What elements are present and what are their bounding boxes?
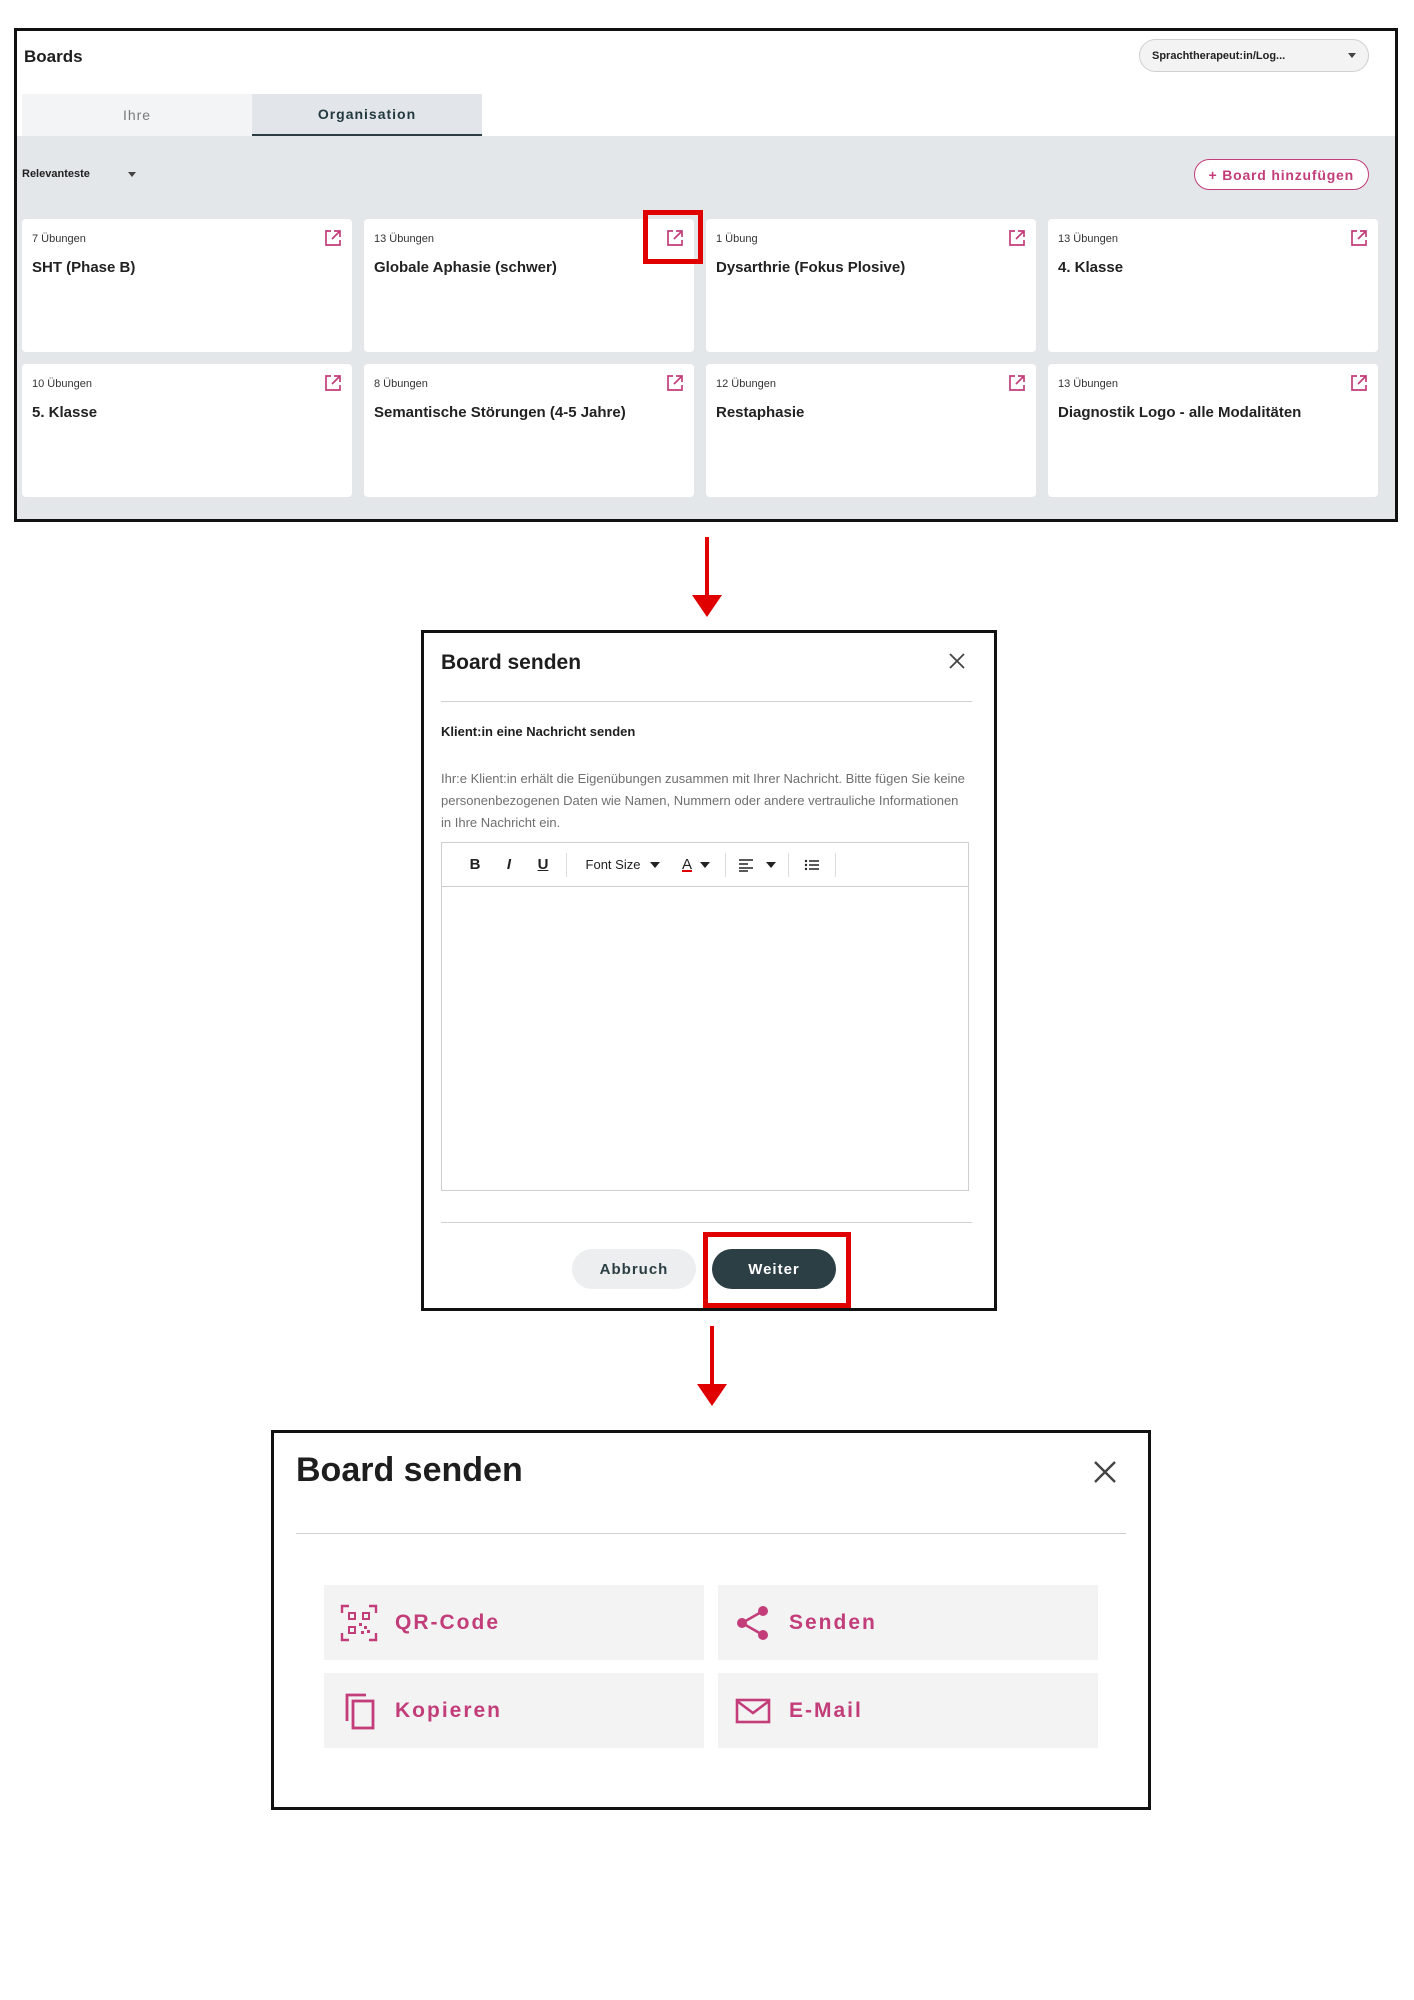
open-external-icon[interactable] <box>1350 229 1368 247</box>
toolbar-divider <box>788 853 789 877</box>
send-board-dialog <box>421 630 997 1311</box>
open-external-icon[interactable] <box>324 374 342 392</box>
sort-label: Relevanteste <box>22 168 90 180</box>
message-editor <box>441 842 969 1191</box>
board-title: 4. Klasse <box>1058 259 1124 276</box>
highlight-box <box>703 1232 851 1308</box>
open-external-icon[interactable] <box>1350 374 1368 392</box>
add-board-button[interactable]: + Board hinzufügen <box>1194 159 1369 190</box>
dialog-title: Board senden <box>296 1451 523 1489</box>
sort-select[interactable] <box>22 168 136 180</box>
board-card[interactable] <box>706 364 1036 497</box>
font-color-icon: A <box>681 856 692 873</box>
editor-toolbar <box>442 843 968 887</box>
email-option[interactable] <box>718 1673 1098 1748</box>
board-title: 5. Klasse <box>32 404 98 421</box>
bold-button[interactable]: B <box>469 856 481 873</box>
cancel-button[interactable]: Abbruch <box>572 1249 696 1289</box>
highlight-box <box>643 210 703 264</box>
qr-code-label: QR-Code <box>395 1610 500 1634</box>
font-color-select[interactable] <box>673 850 719 880</box>
page-title: Boards <box>24 47 83 66</box>
align-select[interactable] <box>732 850 782 880</box>
copy-label: Kopieren <box>395 1698 503 1722</box>
exercise-count: 1 Übung <box>716 233 758 245</box>
board-card[interactable] <box>1048 219 1378 352</box>
chevron-down-icon <box>1348 53 1356 58</box>
toolbar-divider <box>566 853 567 877</box>
tab-bar <box>22 94 482 136</box>
divider <box>441 1222 972 1223</box>
italic-button[interactable]: I <box>506 856 512 873</box>
divider <box>441 701 972 702</box>
board-card[interactable] <box>706 219 1036 352</box>
qr-code-option[interactable] <box>324 1585 704 1660</box>
open-external-icon[interactable] <box>324 229 342 247</box>
exercise-count: 13 Übungen <box>1058 233 1118 245</box>
exercise-count: 7 Übungen <box>32 233 86 245</box>
open-external-icon[interactable] <box>666 374 684 392</box>
chevron-down-icon <box>128 172 136 177</box>
close-icon[interactable] <box>1092 1459 1118 1485</box>
toolbar-divider <box>835 853 836 877</box>
open-external-icon[interactable] <box>1008 229 1026 247</box>
divider <box>296 1533 1126 1534</box>
next-button[interactable]: Weiter <box>712 1249 836 1289</box>
exercise-count: 8 Übungen <box>374 378 428 390</box>
send-options-grid <box>324 1585 1098 1748</box>
board-title: Diagnostik Logo - alle Modalitäten <box>1058 404 1302 421</box>
dialog-title: Board senden <box>441 651 582 674</box>
share-label: Senden <box>789 1610 877 1634</box>
mail-icon <box>733 1691 773 1731</box>
dialog-description: Ihr:e Klient:in erhält die Eigenübungen zusammen mit Ihrer Nachricht. Bitte fügen Sie keine personenbezogenen Daten wie Namen, Nummern oder andere vertrauliche Informationen in Ihre Nachricht ein. <box>441 771 965 830</box>
role-select-value: Sprachtherapeut:in/Log... <box>1152 49 1286 62</box>
copy-icon <box>339 1691 379 1731</box>
list-button[interactable] <box>795 850 829 880</box>
board-card[interactable] <box>22 364 352 497</box>
qr-code-icon <box>339 1603 379 1643</box>
copy-option[interactable] <box>324 1673 704 1748</box>
share-option[interactable] <box>718 1585 1098 1660</box>
board-card[interactable] <box>1048 364 1378 497</box>
board-card[interactable] <box>22 219 352 352</box>
boards-panel <box>14 28 1398 522</box>
arrow-down-icon <box>692 537 722 617</box>
chevron-down-icon <box>700 862 710 868</box>
boards-content <box>17 136 1395 519</box>
close-icon[interactable] <box>946 650 968 672</box>
chevron-down-icon <box>766 862 776 868</box>
arrow-down-icon <box>697 1326 727 1406</box>
share-icon <box>733 1603 773 1643</box>
role-select[interactable] <box>1139 39 1369 72</box>
board-card[interactable] <box>364 364 694 497</box>
tab-organisation[interactable]: Organisation <box>252 94 482 136</box>
board-title: Globale Aphasie (schwer) <box>374 259 557 276</box>
exercise-count: 13 Übungen <box>374 233 434 245</box>
send-options-dialog <box>271 1430 1151 1810</box>
list-icon <box>804 858 820 872</box>
board-title: Dysarthrie (Fokus Plosive) <box>716 259 906 276</box>
open-external-icon[interactable] <box>1008 374 1026 392</box>
toolbar-divider <box>725 853 726 877</box>
message-textarea[interactable] <box>442 887 968 1190</box>
font-size-label: Font Size <box>585 857 641 872</box>
board-title: Restaphasie <box>716 404 805 421</box>
tab-ihre[interactable]: Ihre <box>22 94 252 136</box>
board-title: Semantische Störungen (4-5 Jahre) <box>374 404 626 421</box>
align-left-icon <box>738 858 754 872</box>
font-size-select[interactable] <box>573 850 673 880</box>
chevron-down-icon <box>650 862 660 868</box>
exercise-count: 13 Übungen <box>1058 378 1118 390</box>
underline-button[interactable]: U <box>537 856 549 873</box>
exercise-count: 12 Übungen <box>716 378 776 390</box>
email-label: E-Mail <box>789 1698 863 1722</box>
dialog-subtitle: Klient:in eine Nachricht senden <box>441 724 636 739</box>
exercise-count: 10 Übungen <box>32 378 92 390</box>
board-title: SHT (Phase B) <box>32 259 136 276</box>
